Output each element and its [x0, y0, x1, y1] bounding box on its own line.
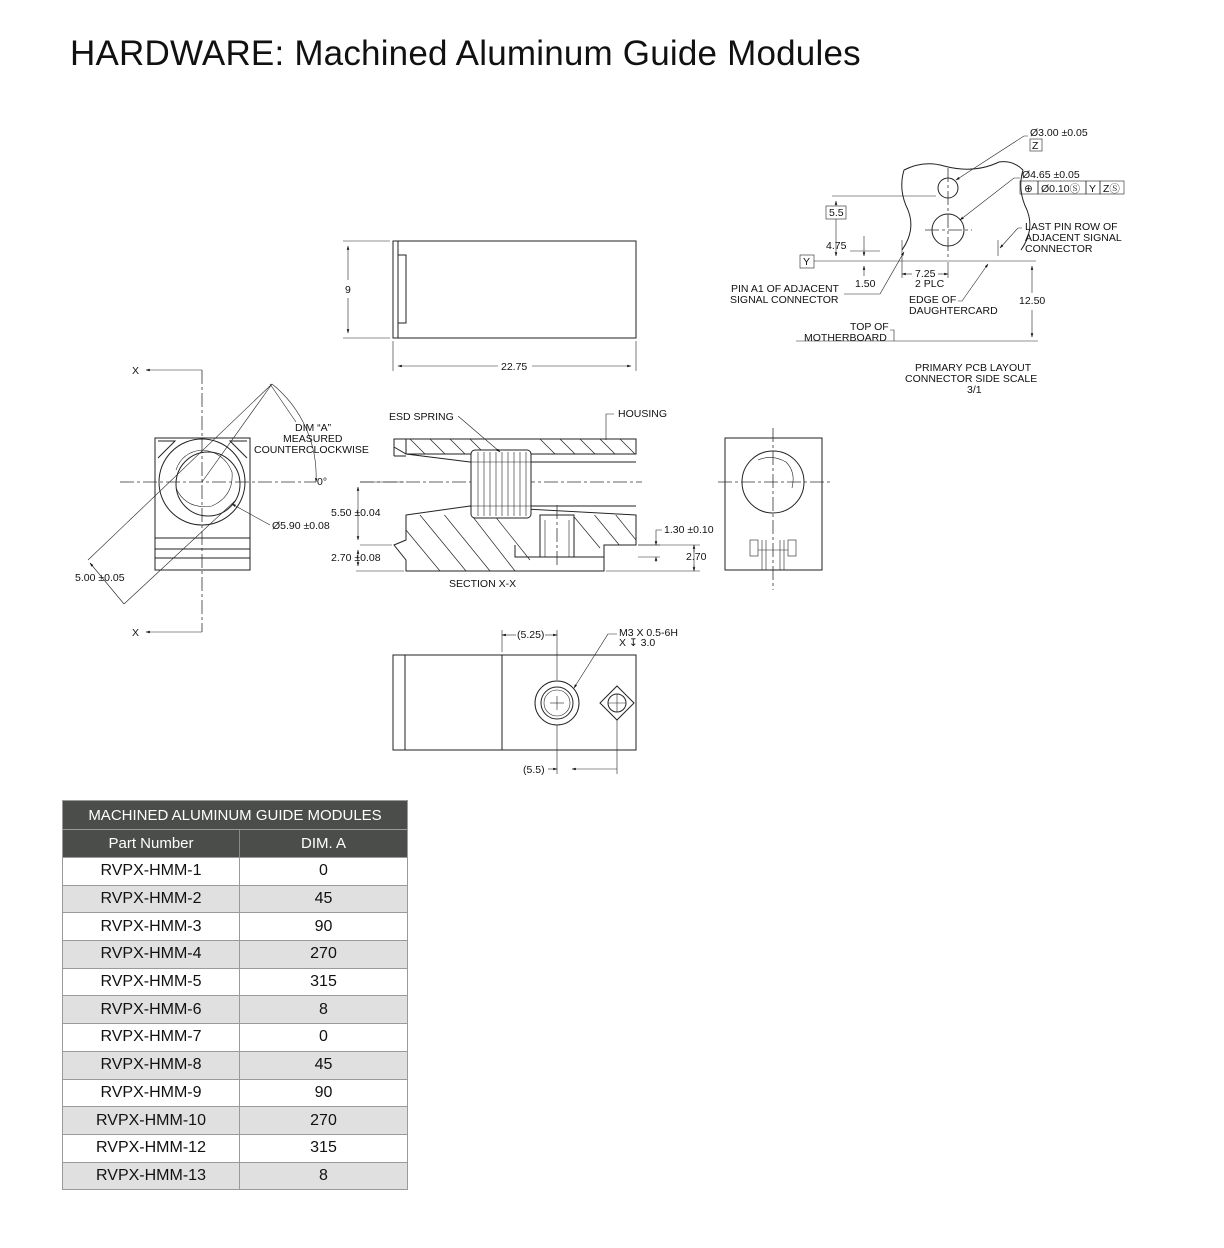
pin-a1-1: PIN A1 OF ADJACENT — [731, 283, 839, 295]
dim-150-label: 1.50 — [855, 278, 876, 290]
part-number-cell: RVPX-HMM-9 — [63, 1079, 240, 1107]
dim-a-cell: 90 — [240, 913, 408, 941]
dim-a-cell: 315 — [240, 1134, 408, 1162]
table-header — [63, 830, 408, 858]
part-number-cell: RVPX-HMM-5 — [63, 968, 240, 996]
parts-table — [62, 800, 408, 1190]
x-marker-bottom: X — [132, 627, 140, 639]
dim-a-cell: 8 — [240, 996, 408, 1024]
dim-475-label: 4.75 — [826, 240, 847, 252]
fcf-position: ⊕ — [1024, 183, 1033, 195]
section-view — [331, 408, 714, 590]
dim-a-cell: 315 — [240, 968, 408, 996]
caption-3: 3/1 — [967, 384, 982, 396]
part-number-cell: RVPX-HMM-13 — [63, 1162, 240, 1190]
header-dim-a: DIM. A — [240, 830, 408, 858]
housing-label: HOUSING — [618, 408, 668, 420]
table-caption: MACHINED ALUMINUM GUIDE MODULES — [63, 801, 408, 830]
thread-label-1: M3 X 0.5-6H — [619, 627, 678, 639]
table-row — [63, 1051, 408, 1079]
part-number-cell: RVPX-HMM-8 — [63, 1051, 240, 1079]
bottom-view-outline — [393, 655, 636, 750]
table-row — [63, 996, 408, 1024]
ccw-label: COUNTERCLOCKWISE — [254, 444, 369, 456]
table-row — [63, 1107, 408, 1135]
esd-spring-label: ESD SPRING — [389, 411, 454, 423]
table-row — [63, 1079, 408, 1107]
end-view — [718, 428, 830, 590]
dim-a-cell: 8 — [240, 1162, 408, 1190]
part-number-cell: RVPX-HMM-10 — [63, 1107, 240, 1135]
top-view — [343, 241, 636, 373]
caption-1: PRIMARY PCB LAYOUT — [915, 362, 1032, 374]
part-number-cell: RVPX-HMM-4 — [63, 941, 240, 969]
bottom-view — [393, 627, 678, 776]
dim-width: 22.75 — [501, 361, 528, 373]
part-number-cell: RVPX-HMM-6 — [63, 996, 240, 1024]
caption-2: CONNECTOR SIDE SCALE — [905, 373, 1038, 385]
hole-300-label: Ø3.00 ±0.05 — [1030, 127, 1088, 139]
x-marker-top: X — [132, 365, 140, 377]
fcf-datum-y: Y — [1089, 183, 1097, 195]
table-row — [63, 968, 408, 996]
dim-a-cell: 45 — [240, 1051, 408, 1079]
last-pin-2: ADJACENT SIGNAL — [1025, 232, 1122, 244]
dim-130-label: 1.30 ±0.10 — [664, 524, 714, 536]
dim-725-label: 7.25 — [915, 268, 936, 280]
esd-spring — [471, 450, 531, 518]
edge-2: DAUGHTERCARD — [909, 305, 998, 317]
top-view-outline — [393, 241, 636, 338]
header-part-number: Part Number — [63, 830, 240, 858]
dim-550-label: 5.50 ±0.04 — [331, 507, 381, 519]
part-number-cell: RVPX-HMM-1 — [63, 858, 240, 886]
table-row — [63, 1134, 408, 1162]
fcf-tolerance: Ø0.10Ⓢ — [1041, 183, 1081, 195]
motherboard-label: MOTHERBOARD — [804, 332, 887, 344]
table-row — [63, 1024, 408, 1052]
thread-label-2: X ↧ 3.0 — [619, 637, 656, 649]
part-number-cell: RVPX-HMM-3 — [63, 913, 240, 941]
part-number-cell: RVPX-HMM-12 — [63, 1134, 240, 1162]
table-row — [63, 913, 408, 941]
hole-465-label: Ø4.65 ±0.05 — [1022, 169, 1080, 181]
dim-a-cell: 0 — [240, 1024, 408, 1052]
pin-a1-2: SIGNAL CONNECTOR — [730, 294, 839, 306]
last-pin-3: CONNECTOR — [1025, 243, 1093, 255]
dim-55-box: 5.5 — [829, 207, 844, 219]
front-view — [75, 365, 369, 639]
top-of-label: TOP OF — [850, 321, 889, 333]
fcf-datum-zs: ZⓈ — [1103, 183, 1120, 195]
measured-label: MEASURED — [283, 433, 343, 445]
part-number-cell: RVPX-HMM-2 — [63, 885, 240, 913]
dim-a-cell: 90 — [240, 1079, 408, 1107]
section-caption: SECTION X-X — [449, 578, 517, 590]
dim-500-label: 5.00 ±0.05 — [75, 572, 125, 584]
part-number-cell: RVPX-HMM-7 — [63, 1024, 240, 1052]
dim-height: 9 — [345, 284, 351, 296]
table-row — [63, 941, 408, 969]
dim-270a-label: 2.70 ±0.08 — [331, 552, 381, 564]
dim-a-cell: 270 — [240, 941, 408, 969]
table-row — [63, 1162, 408, 1190]
page-title: HARDWARE: Machined Aluminum Guide Modules — [70, 34, 861, 73]
front-view-outline — [155, 438, 250, 570]
dim-270b-label: 2.70 — [686, 551, 707, 563]
dim-525-label: (5.25) — [517, 629, 545, 641]
last-pin-1: LAST PIN ROW OF — [1025, 221, 1118, 233]
dim-55-label: (5.5) — [523, 764, 545, 776]
table-row — [63, 885, 408, 913]
datum-z: Z — [1032, 140, 1039, 152]
zero-deg-label: 0° — [317, 476, 328, 488]
plc-label: 2 PLC — [915, 278, 945, 290]
diameter-label: Ø5.90 ±0.08 — [272, 520, 330, 532]
dim-a-cell: 270 — [240, 1107, 408, 1135]
datum-y: Y — [803, 256, 811, 268]
table-row — [63, 858, 408, 886]
dim-a-cell: 0 — [240, 858, 408, 886]
pcb-layout — [730, 127, 1124, 396]
dim-1250-label: 12.50 — [1019, 295, 1046, 307]
dim-a-cell: 45 — [240, 885, 408, 913]
dim-a-label: DIM “A” — [295, 422, 332, 434]
edge-1: EDGE OF — [909, 294, 957, 306]
